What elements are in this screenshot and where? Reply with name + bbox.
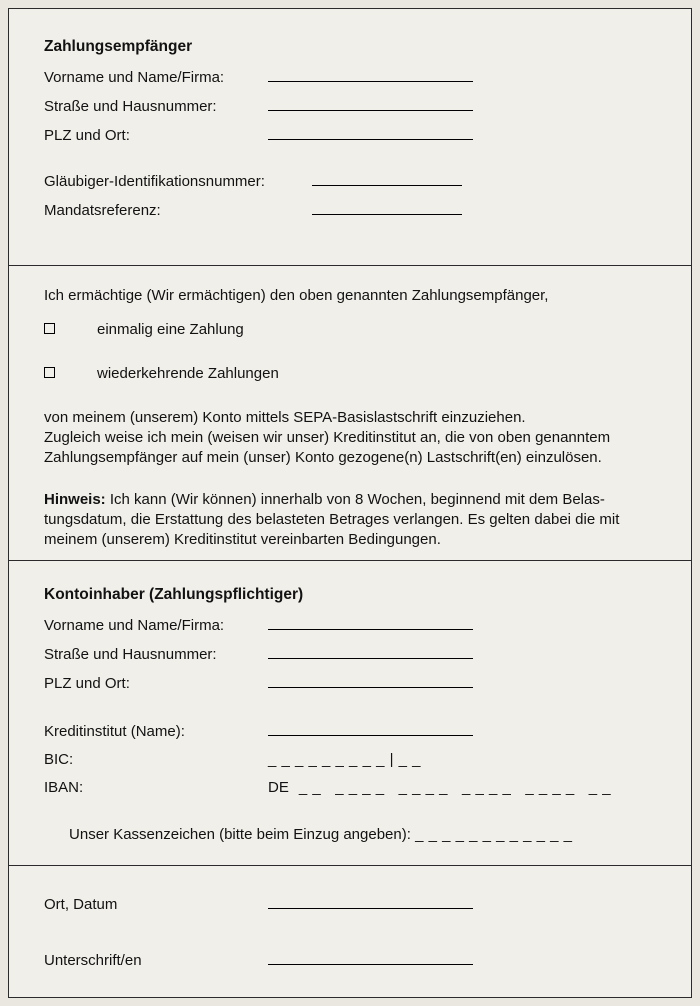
bank-name-row (44, 721, 661, 741)
option-recurring-payment (44, 364, 661, 383)
payee-street-row (44, 96, 661, 116)
text-line: tungsdatum, die Erstattung des belasteten Betrages verlangen. Es gelten dabei die mit (44, 511, 620, 528)
sepa-mandate-form (8, 8, 692, 998)
payee-city-label: PLZ und Ort: (44, 127, 130, 144)
mandate-body (44, 408, 661, 468)
mandate-section (9, 266, 691, 561)
text-line: Zahlungsempfänger auf mein (unser) Konto gezogene(n) Lastschrift(en) einzulösen. (44, 449, 602, 466)
bic-label: BIC: (44, 751, 74, 768)
place-date-blank[interactable] (268, 894, 473, 909)
place-date-row (44, 894, 661, 914)
creditor-id-label: Gläubiger-Identifikationsnummer: (44, 173, 265, 190)
creditor-id-row (44, 171, 661, 191)
bic-row (44, 750, 661, 769)
single-payment-checkbox[interactable] (44, 323, 55, 334)
payee-street-label: Straße und Hausnummer: (44, 98, 217, 115)
text-line: meinem (unserem) Kreditinstitut vereinbarten Bedingungen. (44, 531, 441, 548)
holder-street-blank[interactable] (268, 644, 473, 659)
recurring-payment-label: wiederkehrende Zahlungen (97, 365, 279, 382)
iban-row (44, 778, 661, 797)
account-holder-section (9, 561, 691, 866)
note-label: Hinweis: (44, 491, 106, 508)
place-date-label: Ort, Datum (44, 896, 118, 913)
payee-street-blank[interactable] (268, 96, 473, 111)
holder-name-label: Vorname und Name/Firma: (44, 617, 225, 634)
holder-name-row (44, 615, 661, 635)
recurring-payment-checkbox[interactable] (44, 367, 55, 378)
iban-blank[interactable]: _ _ _ _ _ _ _ _ _ _ _ _ _ _ _ _ _ _ _ _ (298, 779, 612, 796)
bank-name-blank[interactable] (268, 721, 473, 736)
holder-city-row (44, 673, 661, 693)
signature-row (44, 950, 661, 970)
bank-name-label: Kreditinstitut (Name): (44, 723, 185, 740)
payee-city-row (44, 125, 661, 145)
single-payment-label: einmalig eine Zahlung (97, 321, 244, 338)
holder-city-label: PLZ und Ort: (44, 675, 130, 692)
reference-label: Unser Kassenzeichen (bitte beim Einzug angeben): (69, 826, 411, 843)
signature-blank[interactable] (268, 950, 473, 965)
account-holder-title: Kontoinhaber (Zahlungspflichtiger) (44, 586, 304, 603)
mandate-reference-row (44, 200, 661, 220)
iban-label: IBAN: (44, 779, 84, 796)
text-line: von meinem (unserem) Konto mittels SEPA-Basislastschrift einzuziehen. (44, 409, 526, 426)
holder-street-row (44, 644, 661, 664)
holder-street-label: Straße und Hausnummer: (44, 646, 217, 663)
text-line (44, 490, 661, 510)
text-line: Zugleich weise ich mein (weisen wir unser) Kreditinstitut an, die von oben genanntem (44, 429, 611, 446)
payee-section-title: Zahlungsempfänger (44, 38, 193, 55)
option-single-payment (44, 320, 661, 339)
mandate-note (44, 490, 661, 550)
reference-row (44, 806, 661, 863)
mandate-reference-label: Mandatsreferenz: (44, 202, 161, 219)
mandate-intro: Ich ermächtige (Wir ermächtigen) den oben genannten Zahlungsempfänger, (44, 287, 549, 304)
payee-name-row (44, 67, 661, 87)
note-text: Ich kann (Wir können) innerhalb von 8 Wochen, beginnend mit dem Belas- (109, 491, 605, 508)
mandate-reference-blank[interactable] (312, 200, 462, 215)
holder-city-blank[interactable] (268, 673, 473, 688)
creditor-id-blank[interactable] (312, 171, 462, 186)
payee-section (9, 9, 691, 266)
payee-name-label: Vorname und Name/Firma: (44, 69, 225, 86)
payee-name-blank[interactable] (268, 67, 473, 82)
holder-name-blank[interactable] (268, 615, 473, 630)
reference-blank[interactable]: _ _ _ _ _ _ _ _ _ _ _ _ (415, 826, 573, 843)
signature-section (9, 866, 691, 999)
signature-label: Unterschrift/en (44, 952, 142, 969)
payee-city-blank[interactable] (268, 125, 473, 140)
iban-country-prefix: DE (268, 779, 289, 796)
bic-blank[interactable]: _ _ _ _ _ _ _ _ _ | _ _ (268, 751, 422, 768)
